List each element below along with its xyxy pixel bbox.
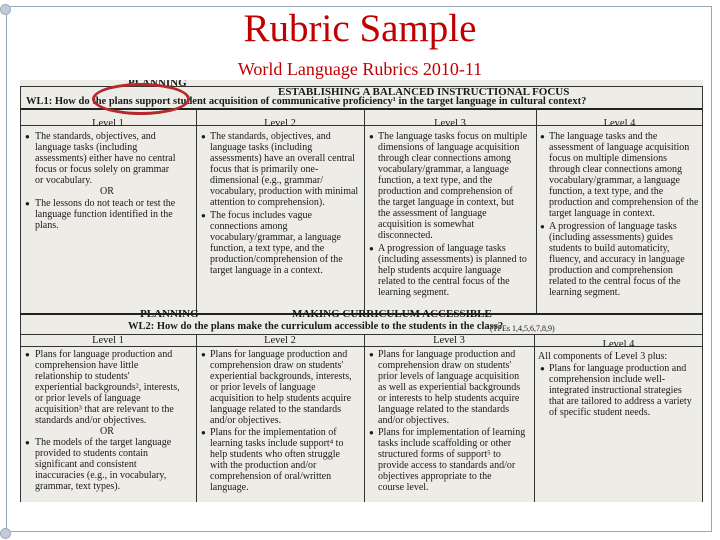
bullet-icon: ● — [369, 428, 374, 437]
wl2-l3-line: as well as experiential backgrounds — [378, 382, 521, 393]
wl1-l1-line: plans. — [35, 220, 59, 231]
wl1-l1-line: focus or focus solely on grammar — [35, 164, 170, 175]
frame-bead-bottom-left — [0, 528, 11, 539]
wl2-col-divider-1 — [196, 334, 197, 502]
wl2-l2-line: language. — [210, 482, 249, 493]
wl1-l2-line: dimensional (e.g., grammar/ — [210, 175, 324, 186]
wl2-l1-line: relationship to students' — [35, 371, 130, 382]
wl2-l2-line: acquisition to help students acquire — [210, 393, 352, 404]
wl2-l1-line: The models of the target language — [35, 437, 172, 448]
wl2-l3-line: or interests to help students acquire — [378, 393, 520, 404]
wl1-l4-line: assessment of language acquisition — [549, 142, 690, 153]
wl1-l1-line: language tasks (including — [35, 142, 138, 153]
wl1-l4-line: learning segment. — [549, 287, 621, 298]
wl1-l3-line: function, a text type, and the — [378, 175, 493, 186]
wl1-level2-header: Level 2 — [264, 118, 296, 129]
wl1-l4-line: through clear connections among — [549, 164, 683, 175]
bullet-icon: ● — [201, 211, 206, 220]
wl1-l2-line: focus that is primarily one- — [210, 164, 319, 175]
wl2-question: WL2: How do the plans make the curriculum accessible to the students in the class? — [128, 321, 504, 332]
slide-title: Rubric Sample — [243, 7, 477, 50]
wl1-level1-header: Level 1 — [92, 118, 124, 129]
bullet-icon: ● — [25, 132, 30, 141]
wl2-level1-header: Level 1 — [92, 335, 124, 346]
wl2-l1-line: experiential backgrounds², interests, — [35, 382, 180, 393]
wl2-l3-line: structured forms of support⁵ to — [378, 449, 501, 460]
wl1-l4-line: target language in context. — [549, 208, 655, 219]
wl2-l3-line: course level. — [378, 482, 429, 493]
wl1-l3-line: disconnected. — [378, 230, 433, 241]
wl1-l1-line: language function identified in the — [35, 209, 173, 220]
wl2-l1-line: Plans for language production and — [35, 349, 173, 360]
wl1-l4-line: A progression of language tasks — [549, 221, 677, 232]
wl1-l2-line: language tasks (including — [210, 142, 313, 153]
wl1-l2-line: production/comprehension of the — [210, 254, 343, 265]
wl2-l2-line: and/or objectives. — [210, 415, 282, 426]
wl2-l2-line: comprehension draw on students' — [210, 360, 344, 371]
wl2-l2-line: comprehension of oral/written — [210, 471, 332, 482]
wl1-l4-line: vocabulary/grammar, a language — [549, 175, 680, 186]
wl2-l4-line: that are tailored to address a variety — [549, 396, 692, 407]
bullet-icon: ● — [201, 132, 206, 141]
bullet-icon: ● — [25, 438, 30, 447]
wl2-l1-or: OR — [100, 426, 114, 437]
wl2-l3-line: and/or objectives. — [378, 415, 450, 426]
wl1-l1-line: or vocabulary. — [35, 175, 93, 186]
wl1-l2-line: connections among — [210, 221, 288, 232]
wl1-level3-header: Level 3 — [434, 118, 466, 129]
wl1-l3-line: the target language in context, but — [378, 197, 514, 208]
wl1-l2-line: target language in a context. — [210, 265, 323, 276]
wl1-question: WL1: How do the plans support student acquisition of communicative proficiency¹ in the target language in cultural context? — [26, 96, 587, 107]
wl2-l1-line: grammar, text types). — [35, 481, 121, 492]
wl2-l2-line: learning tasks include support⁴ to — [210, 438, 344, 449]
wl2-col-divider-2 — [364, 334, 365, 502]
table-right-border — [702, 86, 703, 502]
bullet-icon: ● — [369, 132, 374, 141]
wl1-l4-line: production and comprehension of the — [549, 197, 699, 208]
wl1-col-divider-3 — [536, 108, 537, 313]
bullet-icon: ● — [540, 364, 545, 373]
wl2-l3-line: Plans for language production and — [378, 349, 516, 360]
wl1-l3-line: learning segment. — [378, 287, 450, 298]
wl2-heading: MAKING CURRICULUM ACCESSIBLE — [292, 308, 492, 320]
wl2-l2-line: experiential backgrounds, interests, — [210, 371, 352, 382]
wl1-l2-line: vocabulary/grammar, a language — [210, 232, 341, 243]
wl2-l1-line: standards and/or objectives. — [35, 415, 147, 426]
wl1-l4-line: related to the central focus of the — [549, 276, 681, 287]
wl2-l2-line: help students who often struggle — [210, 449, 340, 460]
wl1-l4-line: The language tasks and the — [549, 131, 658, 142]
wl2-l1-line: significant and consistent — [35, 459, 137, 470]
wl2-l3-line: language related to the standards — [378, 404, 510, 415]
wl2-l4-line: comprehension include well- — [549, 374, 666, 385]
wl1-l1-line: assessments) either have no central — [35, 153, 176, 164]
wl2-l4-line: Plans for language production and — [549, 363, 687, 374]
wl1-l3-line: dimensions of language acquisition — [378, 142, 520, 153]
wl1-l1-line: The standards, objectives, and — [35, 131, 156, 142]
wl2-category: PLANNING — [140, 308, 199, 320]
wl1-l3-line: through clear connections among — [378, 153, 512, 164]
wl1-l3-line: vocabulary/grammar, a language — [378, 164, 509, 175]
wl2-l3-line: objectives appropriate to the — [378, 471, 492, 482]
wl2-level2-header: Level 2 — [264, 335, 296, 346]
wl2-l3-line: comprehension draw on students' — [378, 360, 512, 371]
wl1-col-divider-1 — [196, 108, 197, 313]
highlight-oval — [92, 83, 190, 115]
wl1-l1-or: OR — [100, 186, 114, 197]
wl1-l2-line: function, a text type, and the — [210, 243, 325, 254]
wl2-l2-line: language related to the standards — [210, 404, 342, 415]
wl2-l4-line: of specific student needs. — [549, 407, 651, 418]
rubric-scan — [20, 80, 703, 502]
wl1-l2-line: attention to comprehension). — [210, 197, 325, 208]
wl1-heading: ESTABLISHING A BALANCED INSTRUCTIONAL FOCUS — [278, 86, 570, 98]
wl1-l3-line: acquisition is somewhat — [378, 219, 475, 230]
wl1-l4-line: function, a text type, and the — [549, 186, 664, 197]
wl2-l2-line: Plans for language production and — [210, 349, 348, 360]
bullet-icon: ● — [540, 132, 545, 141]
wl1-l2-line: assessments) have an overall central — [210, 153, 355, 164]
bullet-icon: ● — [369, 350, 374, 359]
bullet-icon: ● — [540, 222, 545, 231]
bullet-icon: ● — [25, 199, 30, 208]
wl2-l2-line: Plans for the implementation of — [210, 427, 337, 438]
bullet-icon: ● — [201, 428, 206, 437]
wl1-l3-line: related to the central focus of the — [378, 276, 510, 287]
wl2-level4-header: Level 4 — [602, 339, 635, 350]
wl2-l2-line: or prior levels of language — [210, 382, 316, 393]
slide-subtitle: World Language Rubrics 2010-11 — [237, 59, 483, 79]
bullet-icon: ● — [25, 350, 30, 359]
wl1-l1-line: The lessons do not teach or test the — [35, 198, 176, 209]
wl2-col-divider-3 — [534, 334, 535, 502]
wl1-col-divider-2 — [364, 108, 365, 313]
wl1-l3-line: The language tasks focus on multiple — [378, 131, 528, 142]
wl2-l3-line: Plans for implementation of learning — [378, 427, 526, 438]
wl1-l4-line: students to build automaticity, — [549, 243, 670, 254]
wl2-tpes: (TPEs 1,4,5,6,7,8,9) — [490, 324, 555, 333]
wl2-l3-line: provide access to standards and/or — [378, 460, 516, 471]
wl2-l3-line: prior levels of language acquisition — [378, 371, 520, 382]
wl2-l2-line: with the production and/or — [210, 460, 317, 471]
wl2-l1-line: comprehension have little — [35, 360, 139, 371]
wl2-l1-line: or prior levels of language — [35, 393, 141, 404]
wl1-l3-line: (including assessments) is planned to — [378, 254, 527, 265]
wl1-l2-line: The standards, objectives, and — [210, 131, 331, 142]
wl2-l1-line: inaccuracies (e.g., in vocabulary, — [35, 470, 167, 481]
wl2-l3-line: tasks include scaffolding or other — [378, 438, 512, 449]
wl2-l4-lead: All components of Level 3 plus: — [538, 351, 668, 362]
wl2-level3-header: Level 3 — [433, 335, 465, 346]
table-left-border — [20, 86, 21, 502]
wl1-category: PLANNING — [128, 80, 187, 89]
bullet-icon: ● — [369, 244, 374, 253]
wl2-l4-line: integrated instructional strategies — [549, 385, 682, 396]
wl1-l3-line: production and comprehension of — [378, 186, 513, 197]
bullet-icon: ● — [201, 350, 206, 359]
wl1-l4-line: focus on multiple dimensions — [549, 153, 668, 164]
wl1-l2-line: The focus includes vague — [210, 210, 312, 221]
wl1-l2-line: vocabulary, production with minimal — [210, 186, 359, 197]
wl1-l4-line: (including assessments) guides — [549, 232, 673, 243]
wl1-l3-line: A progression of language tasks — [378, 243, 506, 254]
wl2-l1-line: provided to students contain — [35, 448, 149, 459]
wl1-l4-line: fluency, and accuracy in language — [549, 254, 685, 265]
wl1-l4-line: production and comprehension — [549, 265, 673, 276]
wl2-l1-line: acquisition³ that are relevant to the — [35, 404, 174, 415]
wl1-l3-line: the assessment of language — [378, 208, 487, 219]
wl1-level4-header: Level 4 — [603, 118, 636, 129]
wl1-l3-line: help students acquire language — [378, 265, 502, 276]
